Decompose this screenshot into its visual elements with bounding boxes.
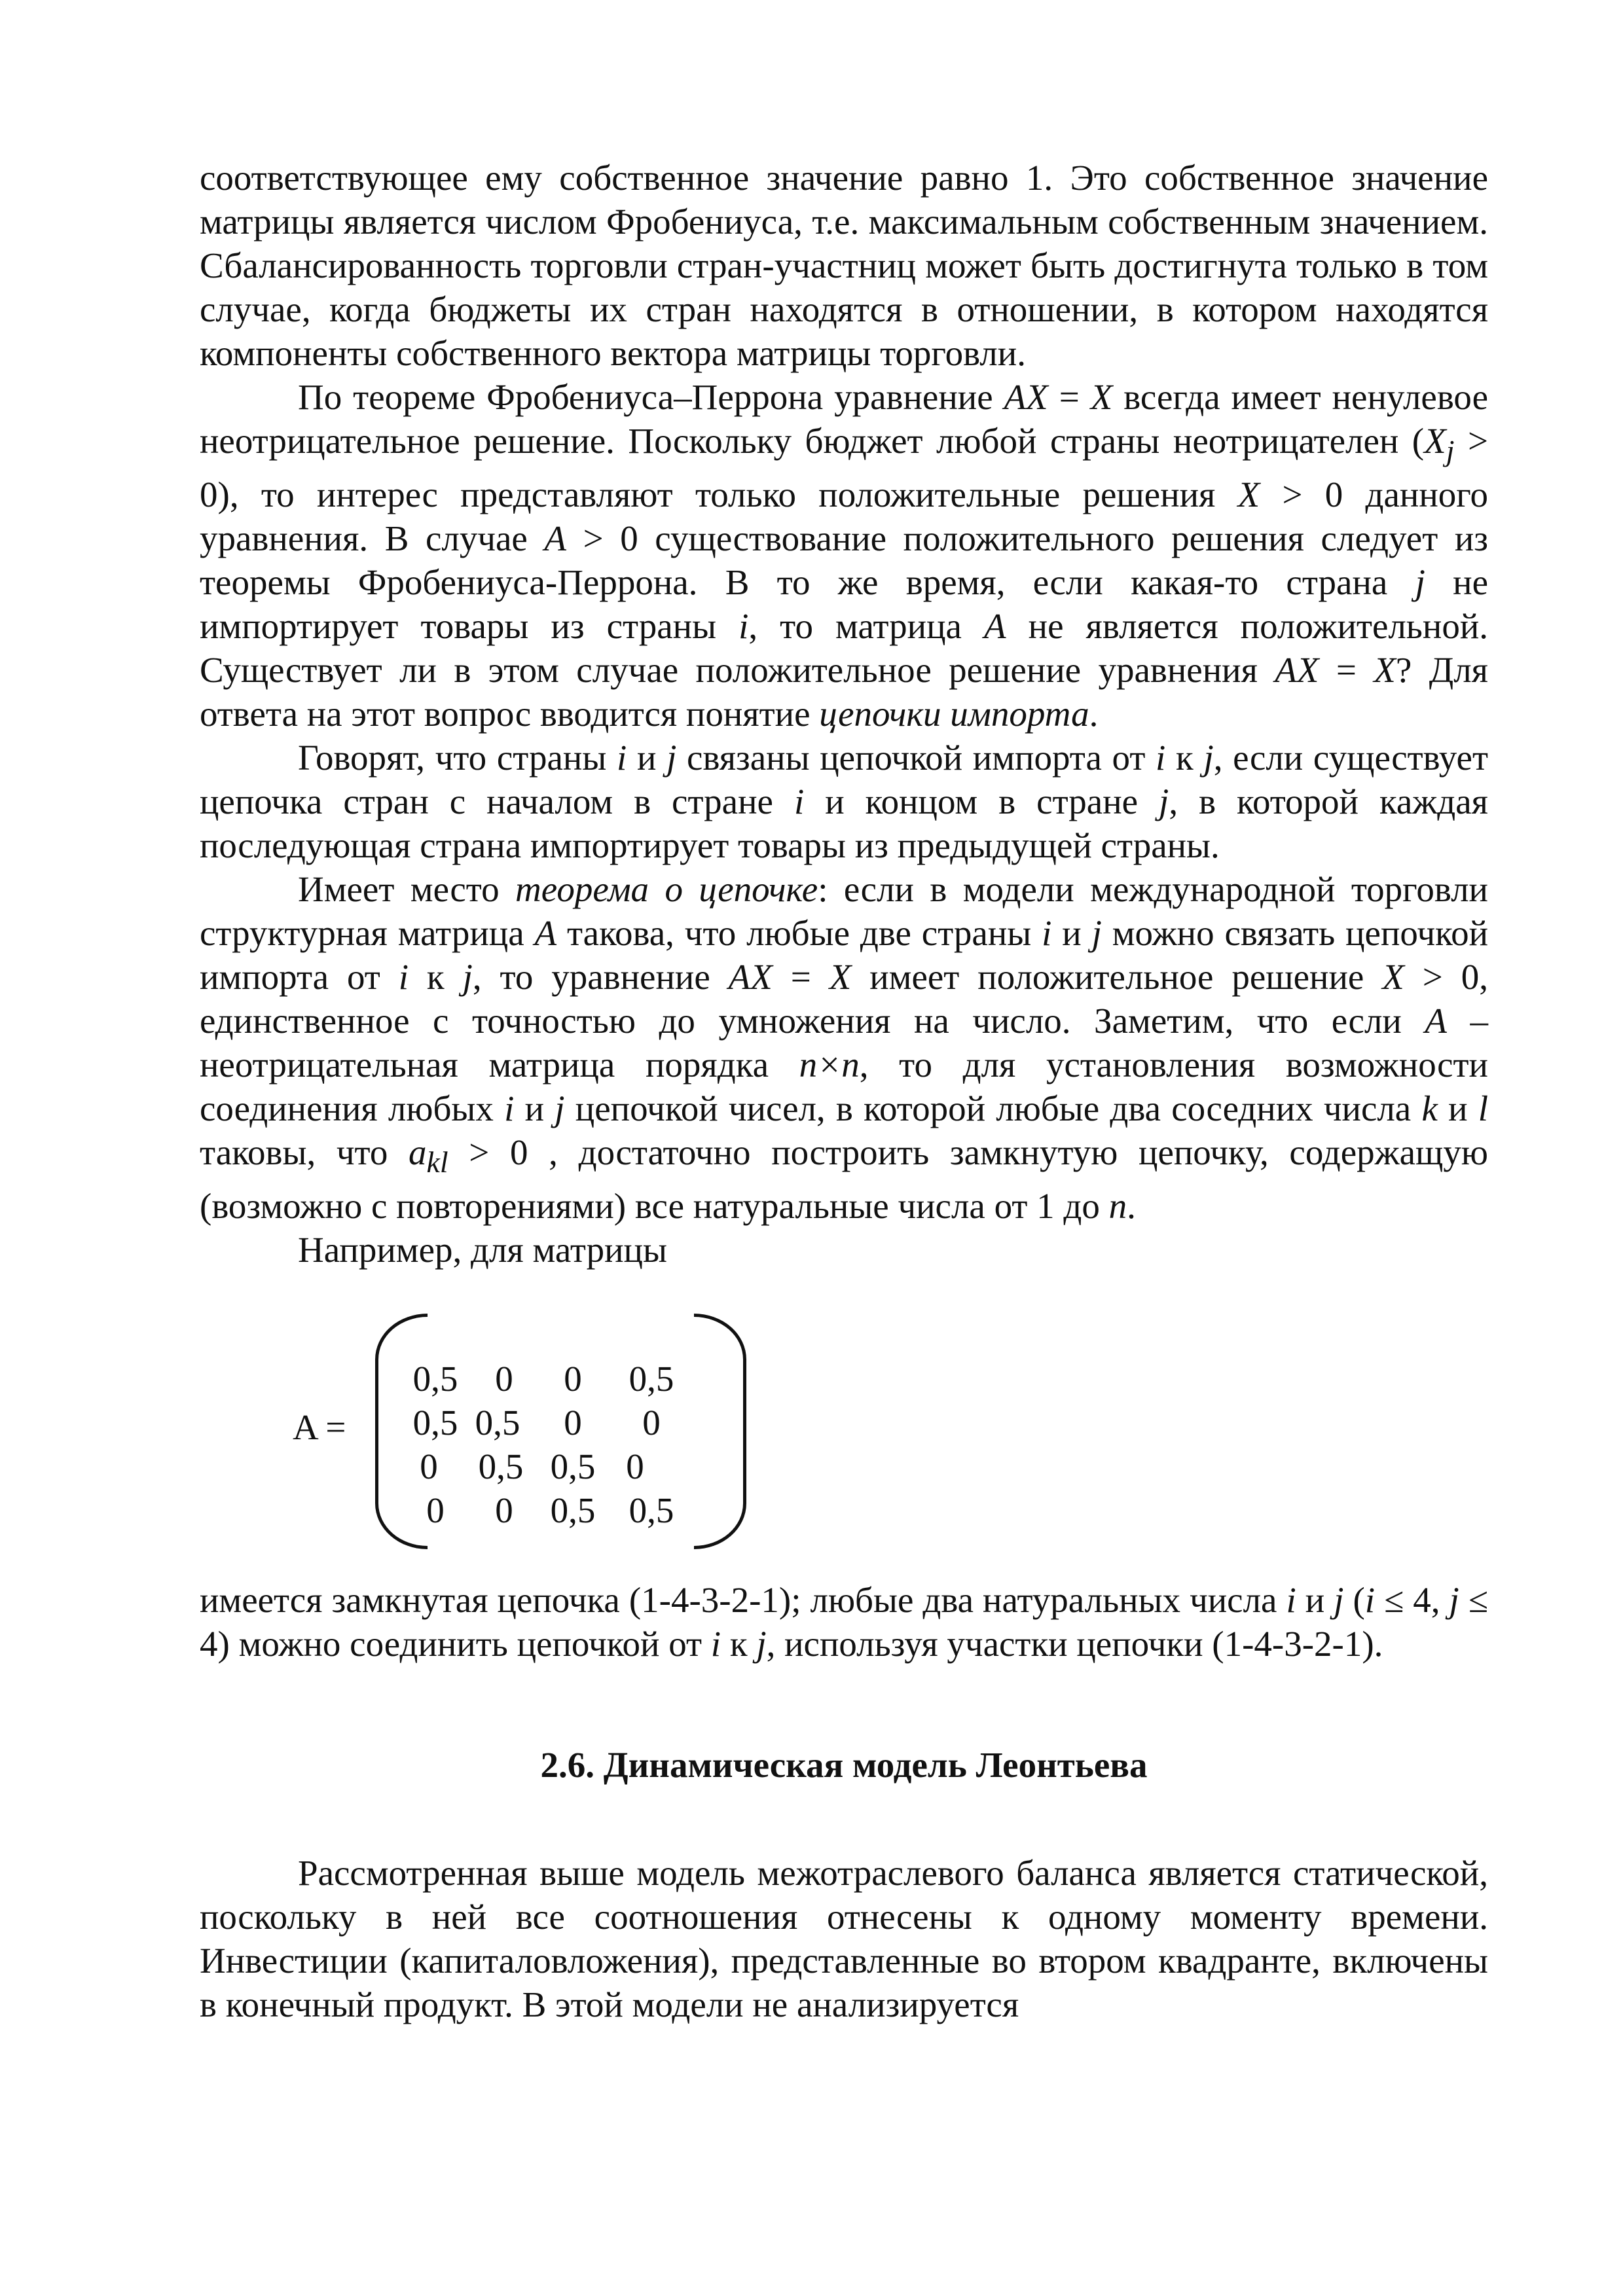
matrix-row <box>399 1401 701 1444</box>
matrix-cell: 0 <box>426 1490 445 1530</box>
matrix-cell: 0 <box>495 1490 513 1530</box>
matrix-cell: 0 <box>642 1403 661 1443</box>
paragraph-closed-chain: имеется замкнутая цепочка (1-4-3-2-1); любые два натуральных числа i и j (i ≤ 4, j ≤ 4) можно соединить цепочкой от i к j, используя участки цепочки (1-4-3-2-1). <box>200 1580 1489 1664</box>
matrix-cell: 0,5 <box>550 1446 596 1486</box>
paragraph-frobenius-eigenvalue: соответствующее ему собственное значение равно 1. Это собственное значение матрицы является числом Фробениуса, т.е. максимальным собственным значением. Сбалансированность торговли стран-участниц может быть достигнута только в том случае, когда бюджеты их стран находятся в отношении, в котором находятся компоненты собственного вектора матрицы торговли. <box>200 158 1488 373</box>
paragraph-example-intro: Например, для матрицы <box>298 1230 667 1270</box>
matrix-cell: 0 <box>564 1359 582 1399</box>
matrix-cell: 0,5 <box>629 1359 674 1399</box>
section-heading: 2.6. Динамическая модель Леонтьева <box>540 1745 1148 1785</box>
matrix-cell: 0,5 <box>478 1446 524 1486</box>
paragraph-import-chain-definition: Говорят, что страны i и j связаны цепочкой импорта от i к j, если существует цепочка стран с началом в стране i и концом в стране j, в которой каждая последующая страна импортирует товары из предыдущей страны. <box>200 738 1488 865</box>
matrix-cell: 0,5 <box>475 1403 520 1443</box>
matrix-cell: 0 <box>420 1446 438 1486</box>
paragraph-frobenius-perron-theorem: По теореме Фробениуса–Перрона уравнение AX = X всегда имеет ненулевое неотрицательное решение. Поскольку бюджет любой страны неотрицателен $(X_j > 0)$, то интерес представляют только положительные решения X > 0 данного уравнения. В случае A > 0 существование положительного решения следует из теоремы Фробениуса-Перрона. В то же время, если какая-то страна j не импортирует товары из страны i, то матрица A не является положительной. Существует ли в этом случае положительное решение уравнения AX = X? Для ответа на этот вопрос вводится понятие цепочки импорта. <box>200 377 1488 734</box>
matrix-grid <box>399 1357 701 1532</box>
matrix-label: A = <box>293 1407 346 1447</box>
matrix-cell: 0 <box>626 1446 644 1486</box>
matrix-cell: 0,5 <box>629 1490 674 1530</box>
matrix-cell: 0,5 <box>550 1490 596 1530</box>
matrix-row <box>399 1357 701 1401</box>
matrix-equation <box>200 1299 1488 1561</box>
matrix-cell: 0 <box>495 1359 513 1399</box>
page-content <box>200 156 1488 2026</box>
matrix-row <box>399 1488 701 1532</box>
paragraph-leontief-dynamic-intro: Рассмотренная выше модель межотраслевого баланса является статической, поскольку в ней все соотношения отнесены к одному моменту времени. Инвестиции (капиталовложения), представленные во втором квадранте, включены в конечный продукт. В этой модели не анализируется <box>200 1853 1488 2024</box>
matrix-cell: 0 <box>564 1403 582 1443</box>
right-bracket <box>694 1314 746 1549</box>
paragraph-chain-theorem: Имеет место теорема о цепочке: если в модели международной торговли структурная матрица A такова, что любые две страны i и j можно связать цепочкой импорта от i к j, то уравнение AX = X имеет положительное решение X > 0, единственное с точностью до умножения на число. Заметим, что если A – неотрицательная матрица порядка n×n, то для установления возможности соединения любых i и j цепочкой чисел, в которой любые два соседних числа k и l таковы, что $a_{kl} > 0$ , достаточно построить замкнутую цепочку, содержащую (возможно с повторениями) все натуральные числа от 1 до n. <box>200 869 1489 1226</box>
matrix-cell: 0,5 <box>412 1403 458 1443</box>
matrix-cell: 0,5 <box>412 1359 458 1399</box>
matrix-row <box>399 1444 701 1488</box>
